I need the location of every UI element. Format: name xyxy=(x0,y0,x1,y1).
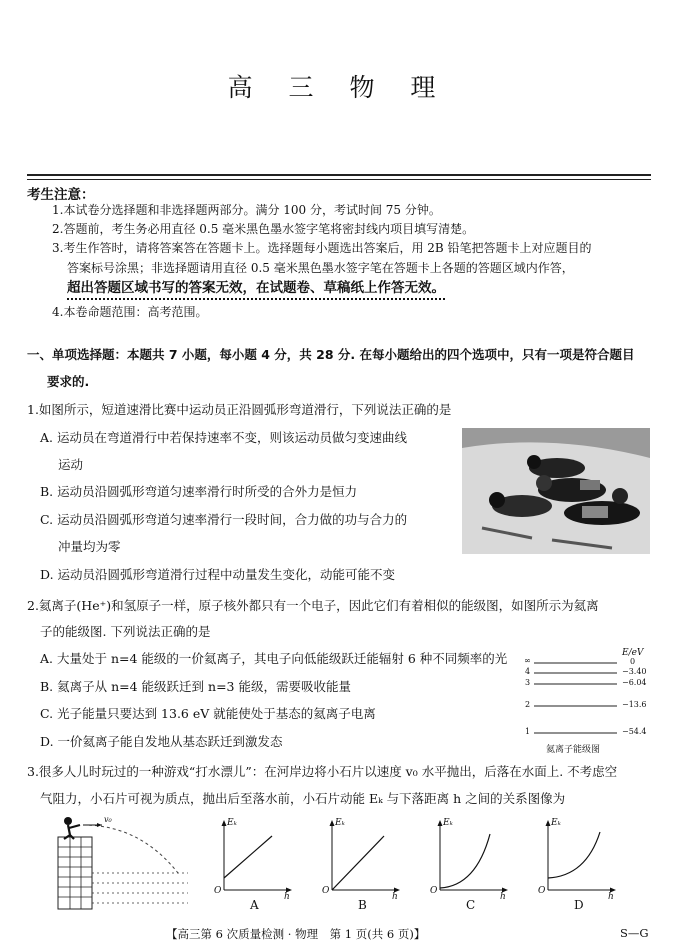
q2-option-a: A. 大量处于 n=4 能级的一价氦离子，其电子向低能级跃迁能辐射 6 种不同频率的光 xyxy=(40,651,508,666)
graph-a xyxy=(212,818,302,913)
level-unit: E/eV xyxy=(622,648,644,658)
q1-option-d: D. 运动员沿圆弧形弯道滑行过程中动量发生变化，动能可能不变 xyxy=(40,567,396,582)
q2-option-b: B. 氦离子从 n=4 能级跃迁到 n=3 能级，需要吸收能量 xyxy=(40,679,351,694)
page-footer: 【高三第 6 次质量检测 · 物理 第 1 页(共 6 页)】 xyxy=(166,927,426,941)
section-heading: 一、单项选择题：本题共 7 小题，每小题 4 分，共 28 分. 在每小题给出的四个选项中，只有一项是符合题目 xyxy=(27,347,635,362)
graph-a-curve xyxy=(224,836,272,878)
q3-stem-cont: 气阻力，小石片可视为质点，抛出后至落水前，小石片动能 Eₖ 与下落距离 h 之间的关系图像为 xyxy=(40,791,566,806)
graph-b-ylabel: Eₖ xyxy=(335,818,345,828)
graph-c-origin: O xyxy=(430,886,438,896)
graph-a-origin: O xyxy=(214,886,222,896)
q1-option-c: C. 运动员沿圆弧形弯道匀速率滑行一段时间，合力做的功与合力的 xyxy=(40,512,408,527)
graph-d xyxy=(536,818,626,913)
notice-item-3-emphasis: 超出答题区域书写的答案无效，在试题卷、草稿纸上作答无效。 xyxy=(67,280,445,296)
graph-d-xlabel: h xyxy=(608,892,614,902)
graph-a-xlabel: h xyxy=(284,892,290,902)
graph-c-curve xyxy=(440,834,490,888)
level-n-2: 2 xyxy=(525,700,531,709)
graph-b xyxy=(320,818,410,913)
q2-stem: 2.氦离子(He⁺)和氢原子一样，原子核外都只有一个电子，因此它们有着相似的能级图，如图所示为氦离 xyxy=(27,598,599,613)
graph-c-option: C xyxy=(466,898,476,912)
section-heading-cont: 要求的. xyxy=(47,374,90,389)
graph-a-option: A xyxy=(250,898,259,912)
level-diagram-caption: 氦离子能级图 xyxy=(546,745,601,755)
graph-d-option: D xyxy=(574,898,584,912)
q2-stem-cont: 子的能级图. 下列说法正确的是 xyxy=(40,624,211,639)
level-n-1: 1 xyxy=(525,727,531,736)
footer-code: S—G xyxy=(620,926,649,940)
q1-option-c-cont: 冲量均为零 xyxy=(58,539,121,554)
level-e-inf: 0 xyxy=(630,657,636,666)
energy-level-diagram xyxy=(522,648,662,756)
q3-stem: 3.很多人儿时玩过的一种游戏“打水漂儿”：在河岸边将小石片以速度 v₀ 水平抛出，后落在水面上. 不考虑空 xyxy=(27,764,618,779)
header-rule-thin xyxy=(27,179,651,180)
speed-skating-photo xyxy=(462,428,650,554)
graph-c-xlabel: h xyxy=(500,892,506,902)
v0-label: v₀ xyxy=(104,815,112,824)
notice-item-3: 3.考生作答时，请将答案答在答题卡上。选择题每小题选出答案后，用 2B 铅笔把答题卡上对应题目的 xyxy=(52,241,592,255)
graph-d-curve xyxy=(548,832,600,878)
level-e-1: −54.4 xyxy=(622,727,647,736)
graph-b-origin: O xyxy=(322,886,330,896)
q2-option-c: C. 光子能量只要达到 13.6 eV 就能使处于基态的氦离子电离 xyxy=(40,706,376,721)
graph-b-xlabel: h xyxy=(392,892,398,902)
q1-option-a-cont: 运动 xyxy=(58,457,84,472)
graph-d-origin: O xyxy=(538,886,546,896)
notice-item-4: 4.本卷命题范围：高考范围。 xyxy=(52,305,208,319)
q1-option-b: B. 运动员沿圆弧形弯道匀速率滑行时所受的合外力是恒力 xyxy=(40,484,358,499)
graph-d-ylabel: Eₖ xyxy=(551,818,561,828)
page-title: 高 三 物 理 xyxy=(227,73,450,102)
level-e-2: −13.6 xyxy=(622,700,647,709)
level-e-4: −3.40 xyxy=(622,667,647,676)
graph-c xyxy=(428,818,518,913)
graph-b-curve xyxy=(332,836,384,890)
header-rule-thick xyxy=(27,174,651,176)
q1-stem: 1.如图所示，短道速滑比赛中运动员正沿圆弧形弯道滑行，下列说法正确的是 xyxy=(27,402,452,417)
q2-option-d: D. 一价氦离子能自发地从基态跃迁到激发态 xyxy=(40,734,283,749)
level-n-4: 4 xyxy=(525,667,531,676)
notice-item-3-cont: 答案标号涂黑；非选择题请用直径 0.5 毫米黑色墨水签字笔在答题卡上各题的答题区域内作答， xyxy=(67,261,574,275)
notice-item-2: 2.答题前，考生务必用直径 0.5 毫米黑色墨水签字笔将密封线内项目填写清楚。 xyxy=(52,222,475,236)
graph-b-option: B xyxy=(358,898,367,912)
notice-item-1: 1.本试卷分选择题和非选择题两部分。满分 100 分，考试时间 75 分钟。 xyxy=(52,203,441,217)
level-n-inf: ∞ xyxy=(524,656,531,665)
notice-heading: 考生注意： xyxy=(27,187,95,203)
level-e-3: −6.04 xyxy=(622,678,647,687)
q1-option-a: A. 运动员在弯道滑行中若保持速率不变，则该运动员做匀变速曲线 xyxy=(40,430,407,445)
stone-skipping-figure xyxy=(50,815,190,910)
level-n-3: 3 xyxy=(525,678,531,687)
graph-c-ylabel: Eₖ xyxy=(443,818,453,828)
graph-a-ylabel: Eₖ xyxy=(227,818,237,828)
